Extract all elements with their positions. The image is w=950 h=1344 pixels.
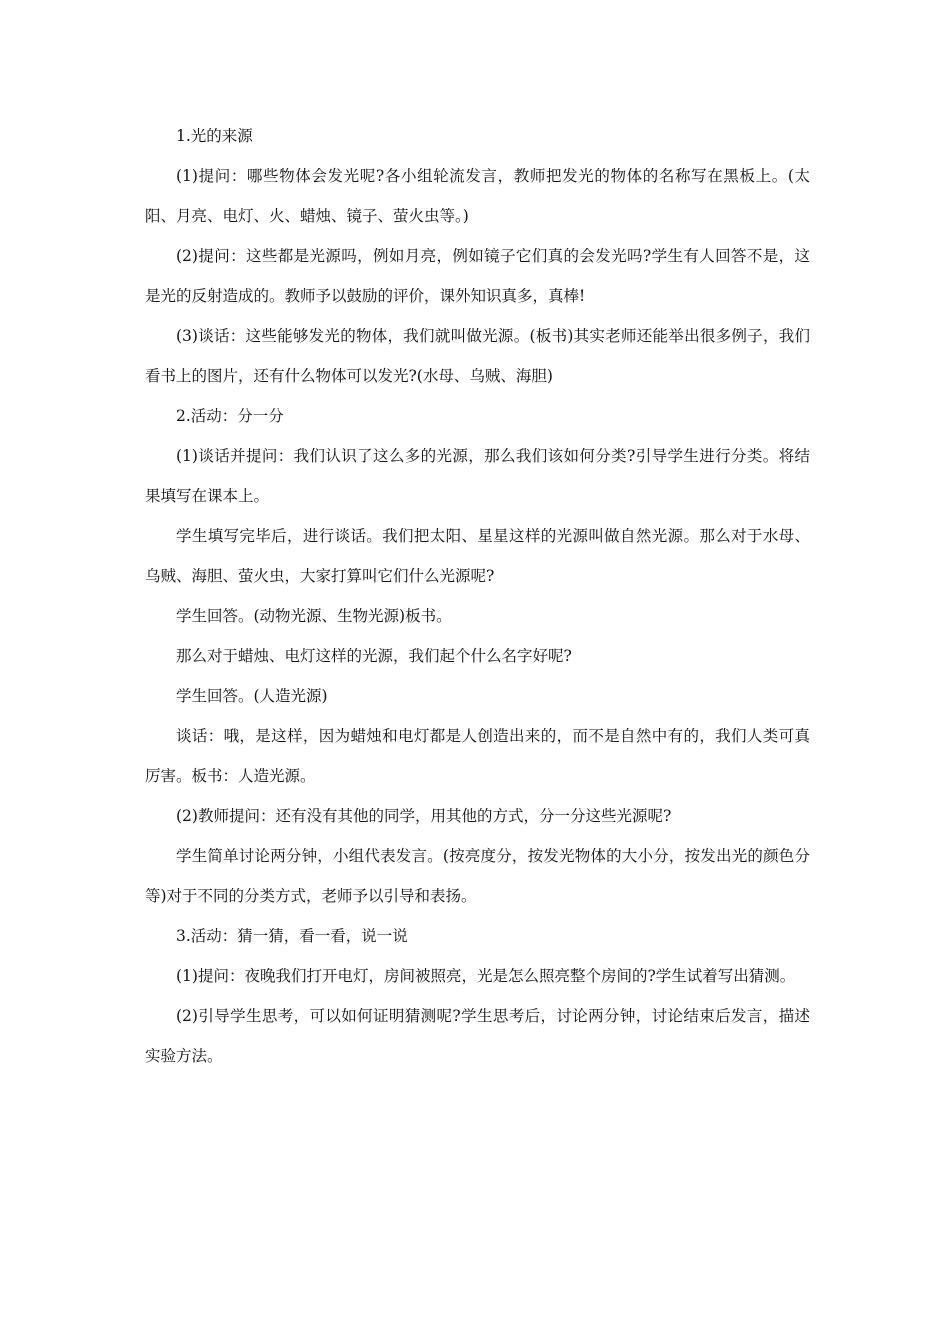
paragraph: 学生回答。(人造光源) bbox=[176, 687, 328, 705]
paragraph: 谈话：哦，是这样，因为蜡烛和电灯都是人创造出来的，而不是自然中有的，我们人类可真厉害。板书：人造光源。 bbox=[145, 727, 810, 785]
paragraph: (1)谈话并提问：我们认识了这么多的光源，那么我们该如何分类?引导学生进行分类。将结果填写在课本上。 bbox=[145, 447, 810, 505]
paragraph: (3)谈话：这些能够发光的物体，我们就叫做光源。(板书)其实老师还能举出很多例子，我们看书上的图片，还有什么物体可以发光?(水母、乌贼、海胆) bbox=[145, 327, 810, 385]
paragraph: 学生填写完毕后，进行谈话。我们把太阳、星星这样的光源叫做自然光源。那么对于水母、乌贼、海胆、萤火虫，大家打算叫它们什么光源呢? bbox=[145, 527, 810, 585]
paragraph: (2)教师提问：还有没有其他的同学，用其他的方式，分一分这些光源呢? bbox=[176, 807, 672, 825]
paragraph: 学生回答。(动物光源、生物光源)板书。 bbox=[176, 607, 452, 625]
paragraph: (1)提问：哪些物体会发光呢?各小组轮流发言，教师把发光的物体的名称写在黑板上。(太阳、月亮、电灯、火、蜡烛、镜子、萤火虫等。) bbox=[145, 167, 810, 225]
paragraph: 学生简单讨论两分钟，小组代表发言。(按亮度分，按发光物体的大小分，按发出光的颜色分等)对于不同的分类方式，老师予以引导和表扬。 bbox=[145, 847, 810, 905]
heading-light-sources: 1.光的来源 bbox=[176, 127, 253, 145]
heading-activity-classify: 2.活动：分一分 bbox=[176, 407, 284, 425]
document-body bbox=[145, 116, 810, 1076]
paragraph: (2)提问：这些都是光源吗，例如月亮，例如镜子它们真的会发光吗?学生有人回答不是，这是光的反射造成的。教师予以鼓励的评价，课外知识真多，真棒! bbox=[145, 247, 810, 305]
heading-activity-guess: 3.活动：猜一猜，看一看，说一说 bbox=[176, 927, 408, 945]
paragraph: 那么对于蜡烛、电灯这样的光源，我们起个什么名字好呢? bbox=[176, 647, 572, 665]
paragraph: (1)提问：夜晚我们打开电灯，房间被照亮，光是怎么照亮整个房间的?学生试着写出猜测。 bbox=[176, 967, 796, 985]
paragraph: (2)引导学生思考，可以如何证明猜测呢?学生思考后，讨论两分钟，讨论结束后发言，描述实验方法。 bbox=[145, 1007, 810, 1065]
